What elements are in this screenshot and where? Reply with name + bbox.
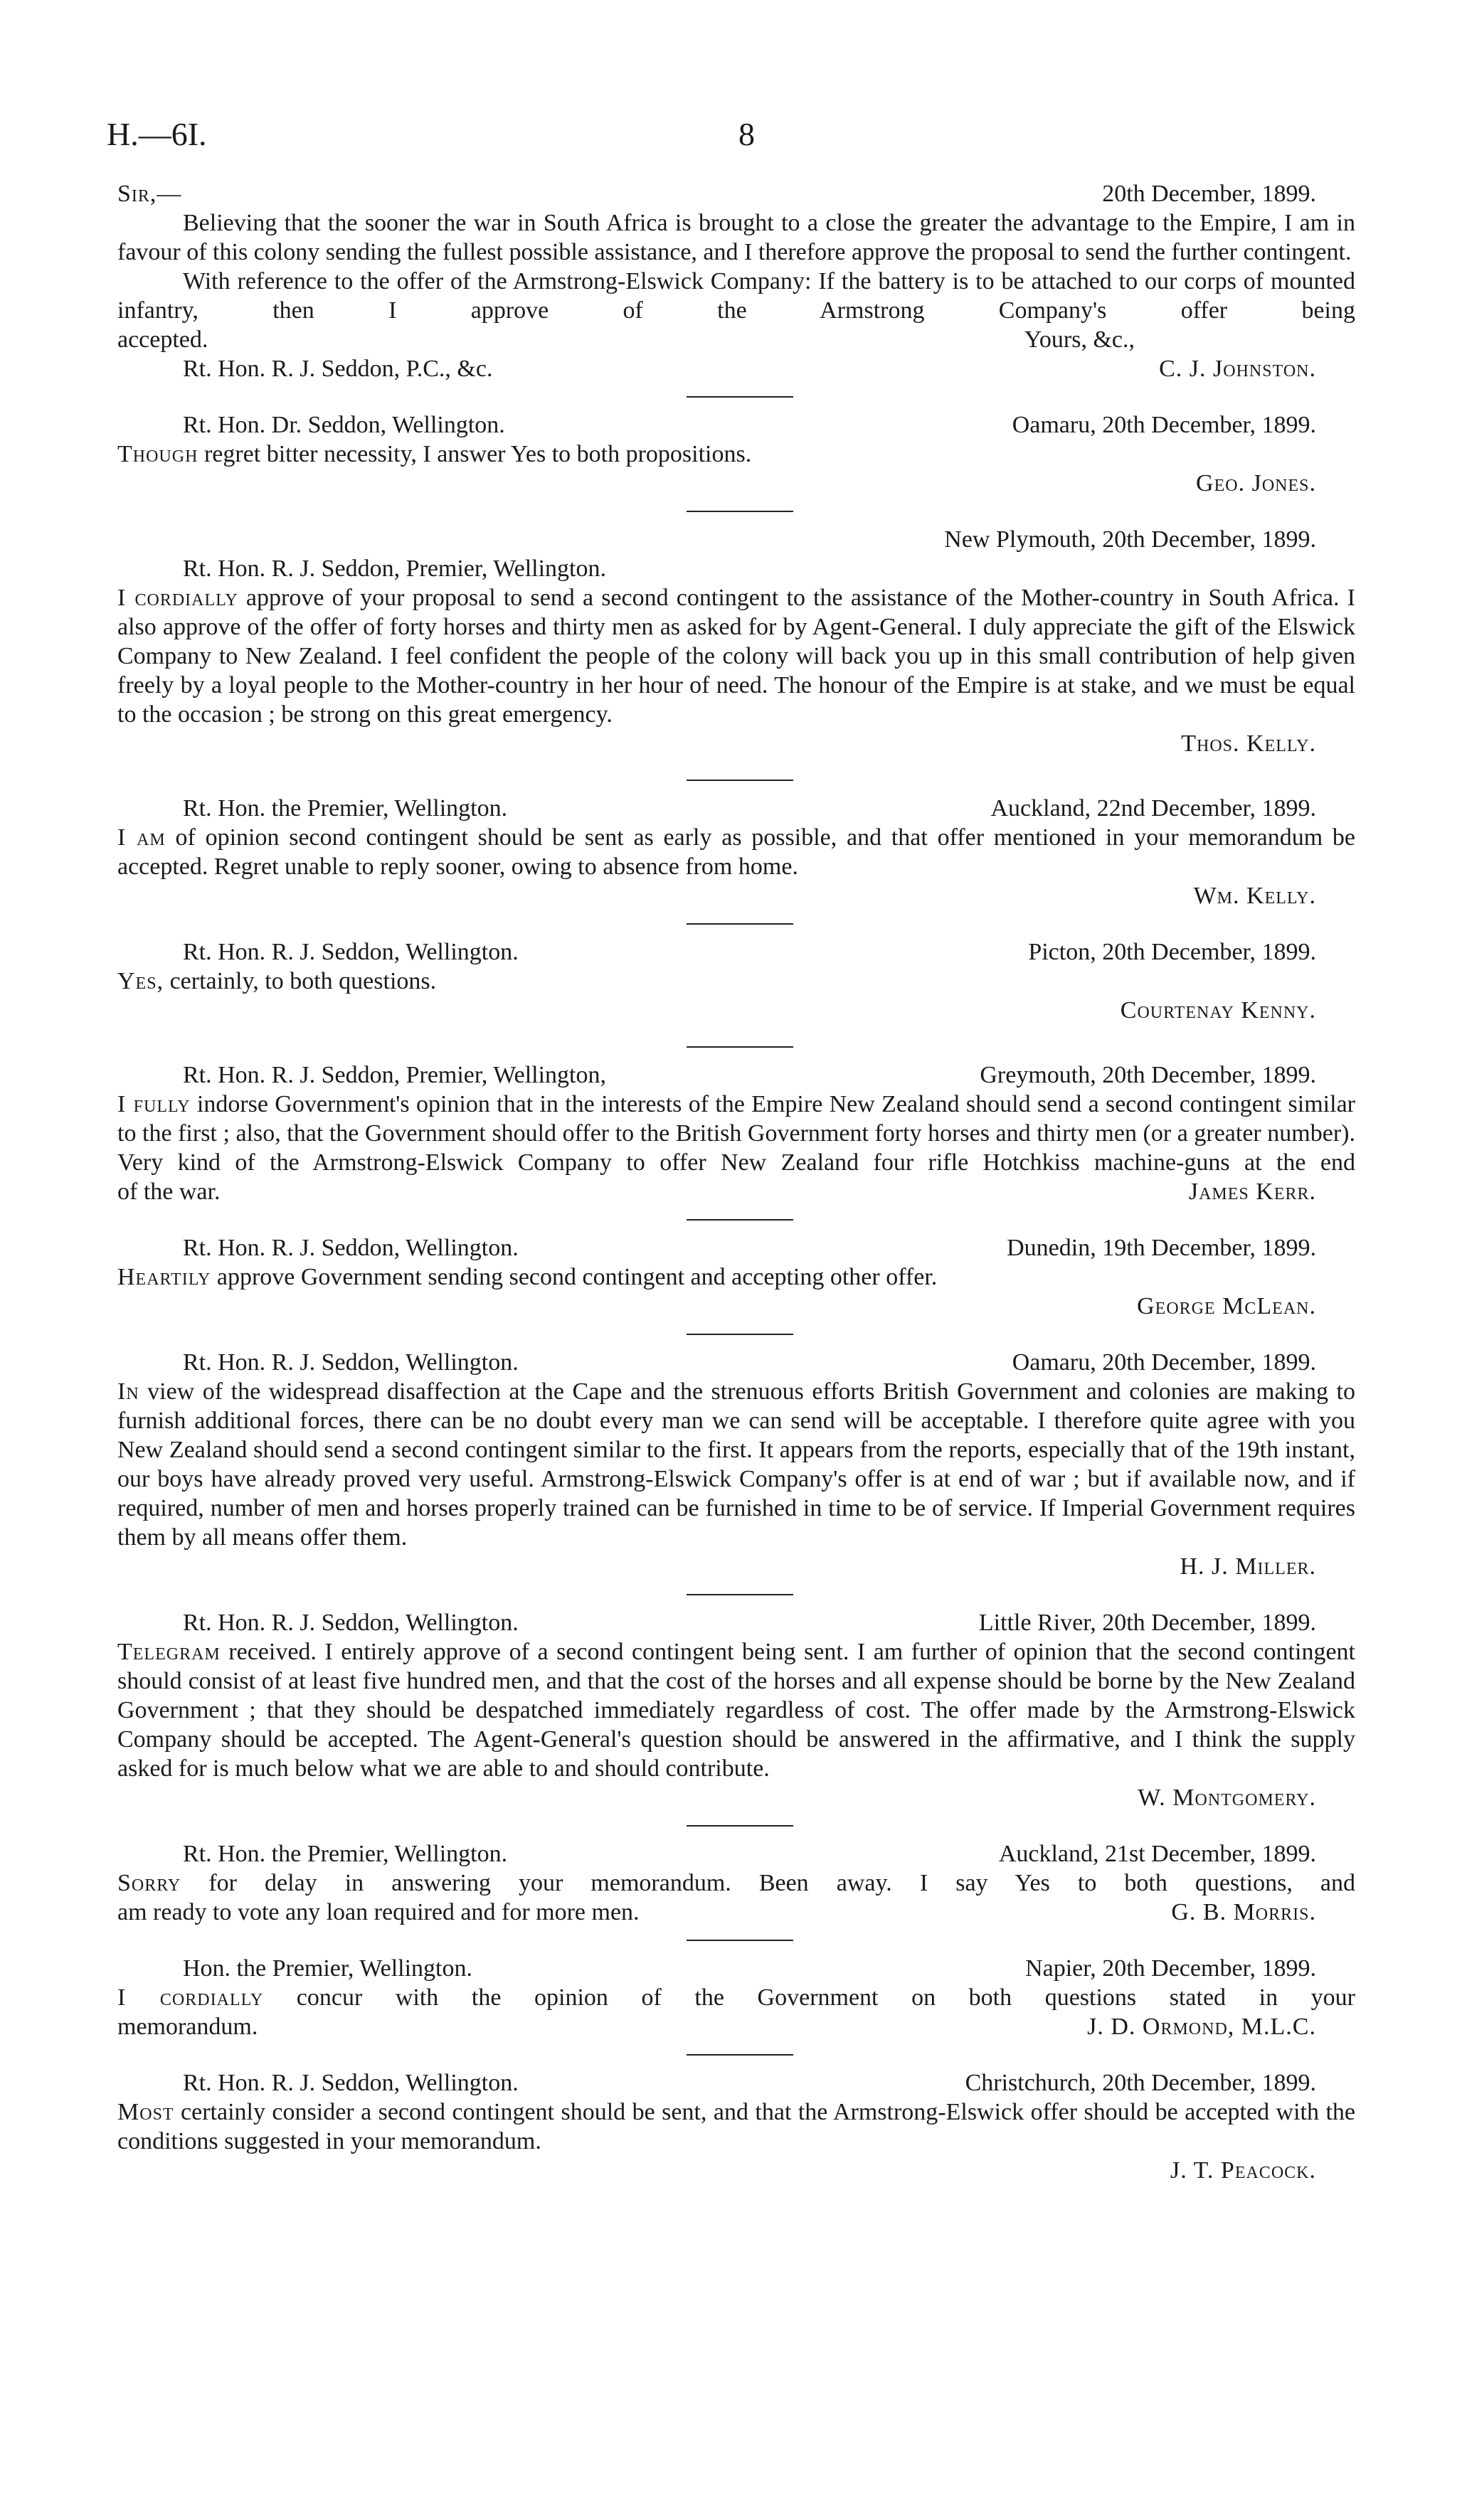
letter-kerr — [117, 1060, 1355, 1206]
letter-signature: J. D. Ormond, M.L.C. — [1087, 2014, 1316, 2040]
letter-place-date: Napier, 20th December, 1899. — [1025, 1955, 1316, 1982]
letter-addressee: Hon. the Premier, Wellington. — [183, 1955, 472, 1982]
letter-lead-word: Heartily — [117, 1264, 211, 1290]
letter-wm-kelly — [117, 794, 1355, 910]
letter-body: approve Government sending second contingent and accepting other offer. — [211, 1264, 938, 1290]
letter-addressee: Rt. Hon. the Premier, Wellington. — [183, 795, 508, 822]
letter-closing: Yours, &c., — [1024, 326, 1135, 353]
letter-addressee: Rt. Hon. R. J. Seddon, Wellington. — [183, 1610, 519, 1636]
letter-signature: H. J. Miller. — [1180, 1553, 1316, 1580]
letter-place-date: Auckland, 21st December, 1899. — [998, 1841, 1316, 1867]
letter-addressee: Rt. Hon. R. J. Seddon, Wellington. — [183, 1235, 519, 1261]
letter-lead-word: Telegram — [117, 1639, 221, 1665]
letter-body: indorse Government's opinion that in the interests of the Empire New Zealand should send a second contingent similar to the first ; also, that the Government should offer to the British Government forty horses and thirty men (or a greater number). Very kind of the Armstrong-Elswick Company to offer New Zealand four rifle Hotchkiss machine-guns at the end — [117, 1091, 1355, 1176]
letter-place-date: Oamaru, 20th December, 1899. — [1012, 1349, 1316, 1376]
document-id: H.—6I. — [107, 116, 207, 152]
letter-body: for delay in answering your memorandum. Been away. I say Yes to both questions, and — [181, 1870, 1355, 1896]
letter-place-date: Dunedin, 19th December, 1899. — [1007, 1235, 1316, 1261]
letter-lead-word: I cordially — [117, 585, 238, 611]
letter-body: certainly, to both questions. — [164, 968, 437, 994]
letter-addressee: Rt. Hon. R. J. Seddon, Premier, Wellington. — [183, 555, 606, 582]
letter-lead-word: Most — [117, 2099, 174, 2125]
letters-column — [117, 179, 1355, 2185]
letter-signature: J. T. Peacock. — [1170, 2157, 1316, 2184]
letter-addressee: Rt. Hon. R. J. Seddon, Wellington. — [183, 1349, 519, 1376]
letter-body: approve of your proposal to send a second contingent to the assistance of the Mother-country in South Africa. I also approve of the offer of forty horses and thirty men as asked for by Agent-General. I duly appreciate the gift of the Elswick Company to New Zealand. I feel confident the people of the colony will back you up in this small contribution of help given freely by a loyal people to the Mother-country in her hour of need. The honour of the Empire is at stake, and we must be equal to the occasion ; be strong on this great emergency. — [117, 585, 1355, 728]
letter-lead-word: I cordially — [117, 1984, 264, 2011]
letter-addressee: Rt. Hon. R. J. Seddon, P.C., &c. — [183, 356, 493, 382]
letter-peacock — [117, 2068, 1355, 2185]
page-number: 8 — [738, 116, 755, 152]
letter-place-date: Auckland, 22nd December, 1899. — [990, 795, 1316, 822]
letter-montgomery — [117, 1608, 1355, 1812]
letter-place-date: Christchurch, 20th December, 1899. — [965, 2070, 1316, 2096]
letter-body: certainly consider a second contingent should be sent, and that the Armstrong-Elswick offer should be accepted with the conditions suggested in your memorandum. — [117, 2099, 1355, 2154]
letter-place-date: Picton, 20th December, 1899. — [1028, 939, 1316, 965]
letter-body: of opinion second contingent should be sent as early as possible, and that offer mentioned in your memorandum be accepted. Regret unable to reply sooner, owing to absence from home. — [117, 824, 1355, 880]
letter-signature: George McLean. — [1137, 1293, 1316, 1319]
letter-last-line: accepted. — [117, 326, 208, 353]
letter-body: view of the widespread disaffection at the Cape and the strenuous efforts British Government and colonies are making to furnish additional forces, there can be no doubt every man we can send will be acceptable. I therefore quite agree with you New Zealand should send a second contingent similar to the first. It appears from the reports, especially that of the 19th instant, our boys have already proved very useful. Armstrong-Elswick Company's offer is at end of war ; but if available now, and if required, number of men and horses properly trained can be furnished in time to be of service. If Imperial Government requires them by all means offer them. — [117, 1378, 1355, 1551]
letter-body: regret bitter necessity, I answer Yes to both propositions. — [198, 441, 752, 467]
letter-addressee: Rt. Hon. the Premier, Wellington. — [183, 1841, 508, 1867]
letter-miller — [117, 1348, 1355, 1581]
letter-johnston — [117, 179, 1355, 383]
letter-signature: Thos. Kelly. — [1181, 730, 1316, 757]
letter-thos-kelly — [117, 525, 1355, 758]
letter-kenny — [117, 937, 1355, 1025]
letter-lead-word: In — [117, 1378, 139, 1405]
letter-body: received. I entirely approve of a second contingent being sent. I am further of opinion that the second contingent should consist of at least five hundred men, and that the cost of the horses and all expense should be borne by the New Zealand Government ; that they should be despatched immediately regardless of cost. The offer made by the Armstrong-Elswick Company should be accepted. The Agent-General's question should be answered in the affirmative, and I think the supply asked for is much below what we are able to and should contribute. — [117, 1639, 1355, 1782]
letter-morris — [117, 1839, 1355, 1927]
letter-signature: W. Montgomery. — [1138, 1785, 1316, 1811]
page-header — [107, 116, 1359, 155]
letter-jones — [117, 410, 1355, 498]
letter-addressee: Rt. Hon. Dr. Seddon, Wellington. — [183, 412, 505, 438]
letter-addressee: Rt. Hon. R. J. Seddon, Wellington. — [183, 2070, 519, 2096]
letter-lead-word: Sorry — [117, 1870, 181, 1896]
letter-last-line: of the war. — [117, 1179, 221, 1205]
letter-signature: Courtenay Kenny. — [1120, 997, 1316, 1024]
letter-mclean — [117, 1233, 1355, 1321]
letter-paragraph: Believing that the sooner the war in South Africa is brought to a close the greater the advantage to the Empire, I am in favour of this colony sending the fullest possible assistance, and I therefore approve the proposal to send the further contingent. — [117, 210, 1355, 265]
letter-lead-word: I am — [117, 824, 166, 851]
letter-addressee: Rt. Hon. R. J. Seddon, Wellington. — [183, 939, 519, 965]
letter-place-date: Greymouth, 20th December, 1899. — [980, 1062, 1316, 1088]
letter-signature: James Kerr. — [1188, 1179, 1316, 1205]
letter-signature: G. B. Morris. — [1171, 1899, 1316, 1925]
letter-paragraph: With reference to the offer of the Armstrong-Elswick Company: If the battery is to be attached to our corps of mounted infantry, then I approve of the Armstrong Company's offer being — [117, 268, 1355, 324]
letter-date: 20th December, 1899. — [1102, 181, 1316, 207]
letter-last-line: memorandum. — [117, 2014, 258, 2040]
letter-signature: C. J. Johnston. — [1159, 356, 1316, 382]
letter-lead-word: I fully — [117, 1091, 191, 1117]
letter-body: concur with the opinion of the Government on both questions stated in your — [263, 1984, 1356, 2011]
letter-last-line: am ready to vote any loan required and for more men. — [117, 1899, 640, 1925]
letter-place-date: Little River, 20th December, 1899. — [978, 1610, 1316, 1636]
letter-lead-word: Though — [117, 441, 198, 467]
letter-signature: Geo. Jones. — [1196, 470, 1316, 496]
letter-signature: Wm. Kelly. — [1193, 883, 1316, 909]
letter-place-date: Oamaru, 20th December, 1899. — [1012, 412, 1316, 438]
letter-lead-word: Yes, — [117, 968, 164, 994]
letter-addressee: Rt. Hon. R. J. Seddon, Premier, Wellington, — [183, 1062, 606, 1088]
letter-ormond — [117, 1954, 1355, 2041]
salutation: Sir,— — [117, 181, 182, 207]
letter-place-date: New Plymouth, 20th December, 1899. — [944, 526, 1316, 553]
